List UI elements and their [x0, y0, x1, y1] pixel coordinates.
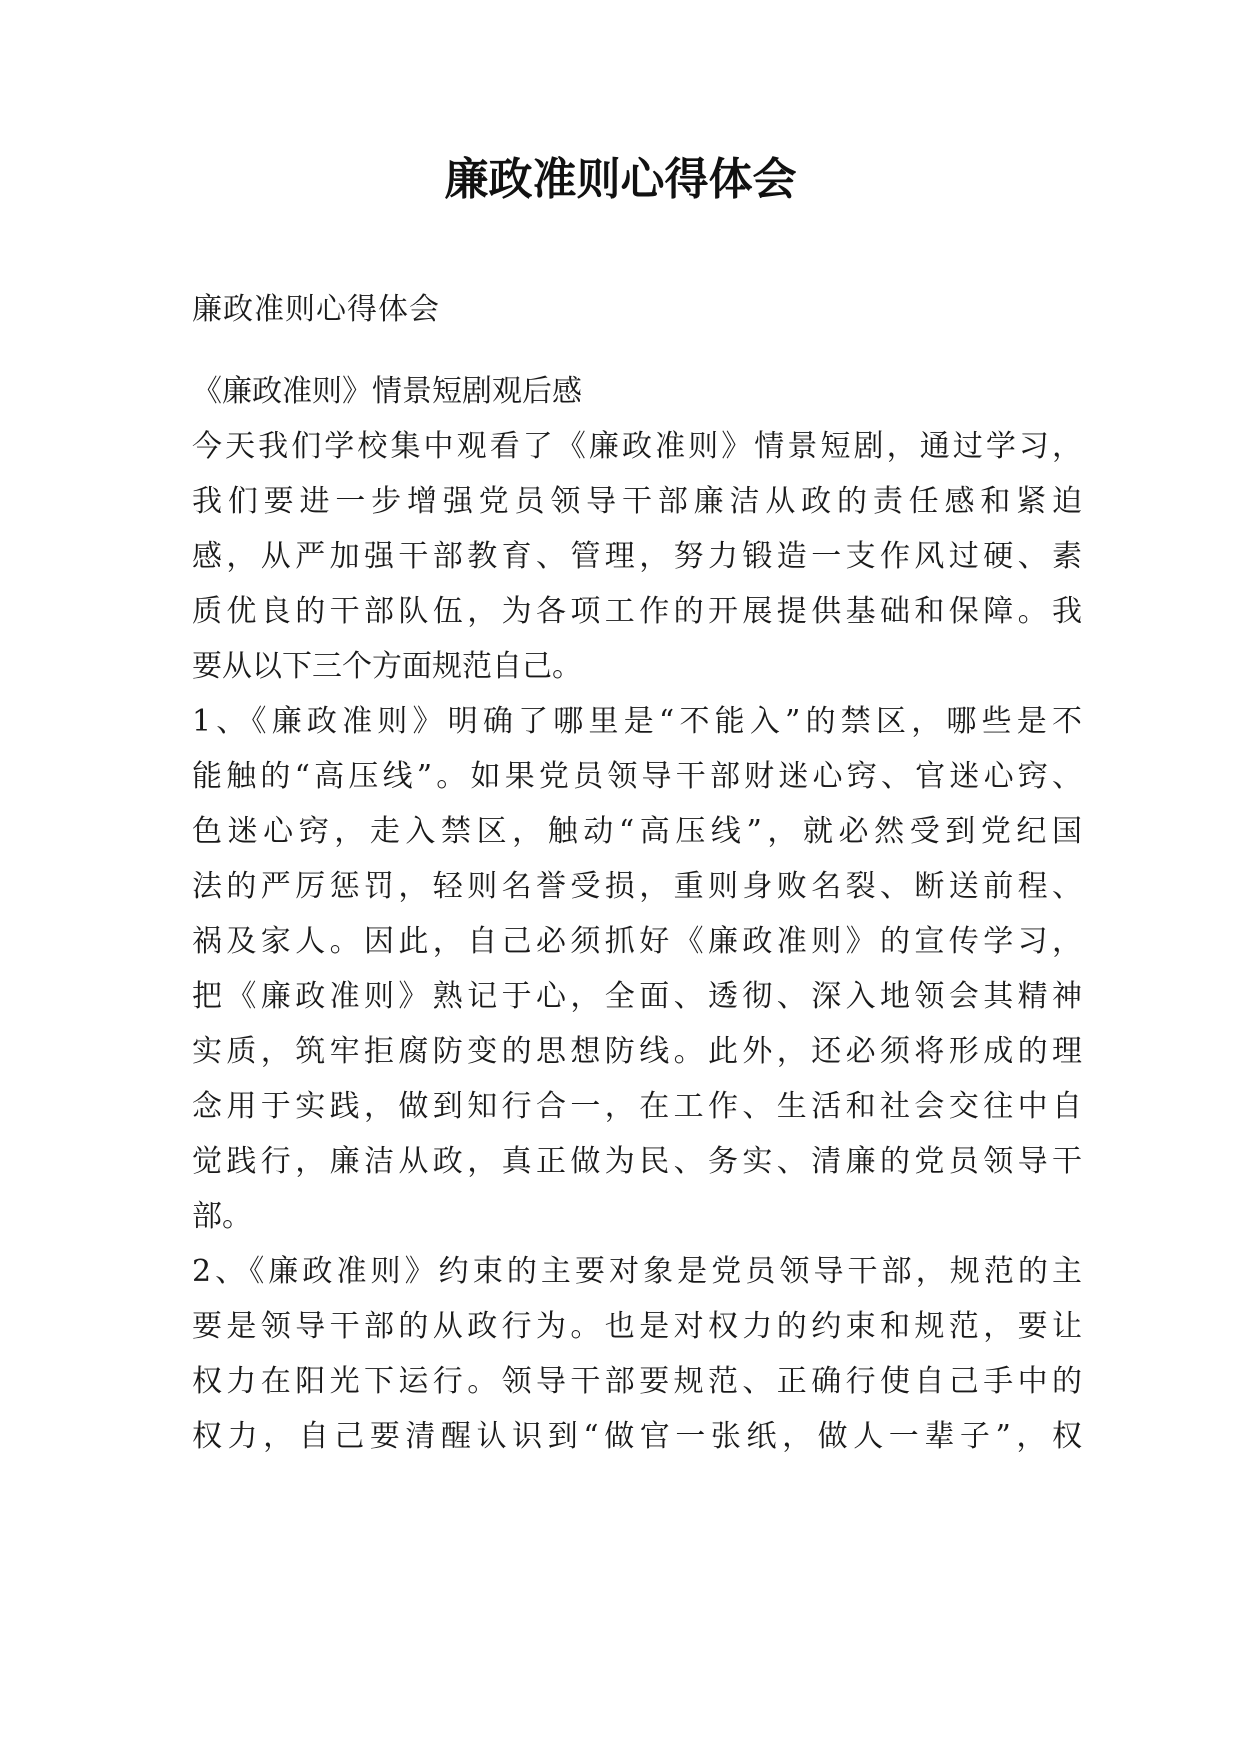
- body-line: 我们要进一步增强党员领导干部廉洁从政的责任感和紧迫: [192, 484, 1082, 519]
- body-line: 法的严厉惩罚，轻则名誉受损，重则身败名裂、断送前程、: [192, 869, 1082, 904]
- body-line: 念用于实践，做到知行合一，在工作、生活和社会交往中自: [192, 1089, 1082, 1124]
- body-line: 权力在阳光下运行。领导干部要规范、正确行使自己手中的: [192, 1364, 1082, 1399]
- body-line: 色迷心窍，走入禁区，触动“高压线”，就必然受到党纪国: [192, 814, 1082, 849]
- body-line: 能触的“高压线”。如果党员领导干部财迷心窍、官迷心窍、: [192, 759, 1082, 794]
- document-title: 廉政准则心得体会: [444, 154, 797, 205]
- section-heading: 《廉政准则》情景短剧观后感: [192, 374, 582, 409]
- body-line: 权力，自己要清醒认识到“做官一张纸，做人一辈子”，权: [192, 1419, 1082, 1454]
- body-line: 1、《廉政准则》明确了哪里是“不能入”的禁区，哪些是不: [192, 704, 1082, 739]
- body-line: 感，从严加强干部教育、管理，努力锻造一支作风过硬、素: [192, 539, 1082, 574]
- document-subtitle: 廉政准则心得体会: [192, 292, 440, 327]
- body-line: 2、《廉政准则》约束的主要对象是党员领导干部，规范的主: [192, 1254, 1082, 1289]
- body-line: 把《廉政准则》熟记于心，全面、透彻、深入地领会其精神: [192, 979, 1082, 1014]
- body-line: 祸及家人。因此，自己必须抓好《廉政准则》的宣传学习，: [192, 924, 1082, 959]
- body-line: 今天我们学校集中观看了《廉政准则》情景短剧，通过学习，: [192, 429, 1082, 464]
- body-line: 觉践行，廉洁从政，真正做为民、务实、清廉的党员领导干: [192, 1144, 1082, 1179]
- body-line: 质优良的干部队伍，为各项工作的开展提供基础和保障。我: [192, 594, 1082, 629]
- body-line: 要从以下三个方面规范自己。: [192, 649, 582, 684]
- body-line: 部。: [192, 1199, 252, 1234]
- body-line: 要是领导干部的从政行为。也是对权力的约束和规范，要让: [192, 1309, 1082, 1344]
- body-line: 实质，筑牢拒腐防变的思想防线。此外，还必须将形成的理: [192, 1034, 1082, 1069]
